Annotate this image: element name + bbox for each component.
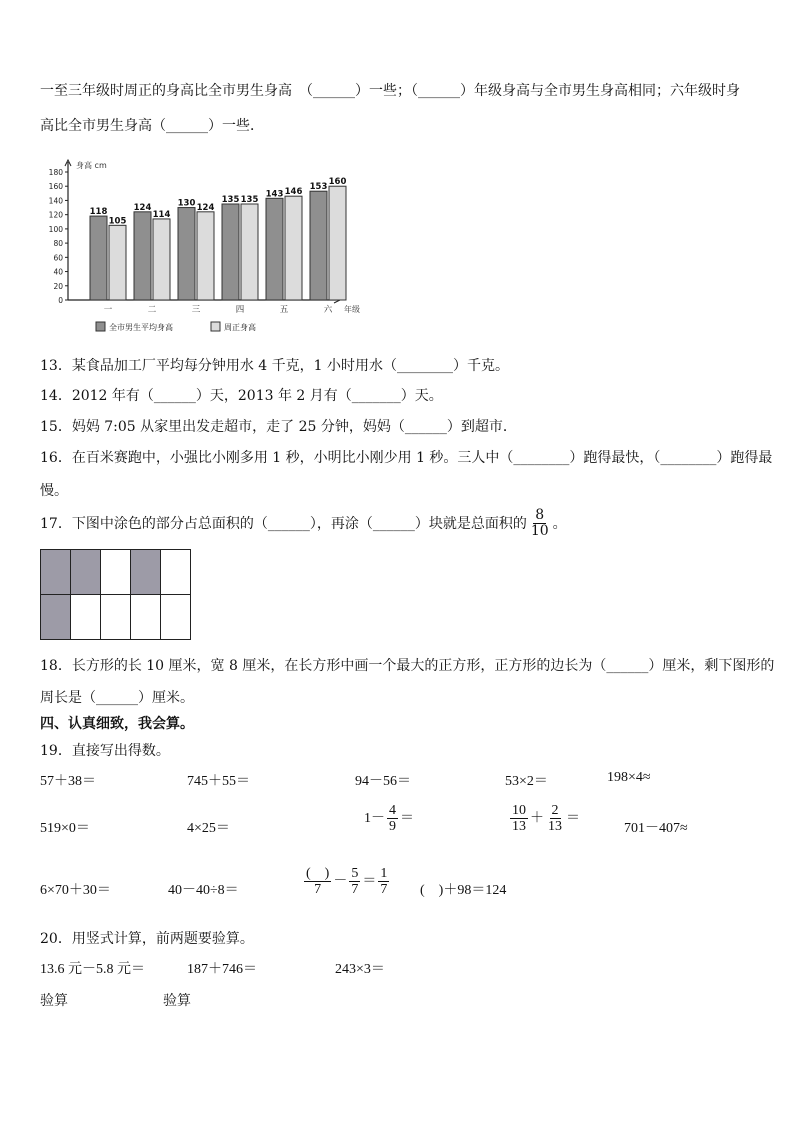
x-axis-label: 年级: [344, 305, 360, 314]
y-tick-label-5: 100: [48, 224, 63, 234]
bar-4-1: [285, 196, 302, 300]
calc-9-post: ＝: [566, 811, 580, 827]
q17: [40, 508, 567, 540]
q19-title: 19．直接写出得数。: [40, 743, 170, 759]
bar-5-1: [329, 186, 346, 300]
calc-2: 745＋55＝: [187, 774, 250, 789]
grid-cell-shaded: [131, 550, 161, 595]
grid-cell-empty: [101, 550, 131, 595]
y-tick-label-9: 180: [48, 168, 63, 177]
y-tick-label-2: 40: [53, 267, 63, 277]
calc-13-frac-3: [378, 866, 389, 898]
height-bar-chart: [40, 152, 370, 340]
calc-14: ( )＋98＝124: [420, 883, 507, 898]
grid-row: [41, 595, 191, 640]
calc-11: 6×70＋30＝: [40, 883, 111, 898]
calc-9-den-2: 13: [548, 819, 562, 835]
q18-line1: 18．长方形的长 10 厘米，宽 8 厘米，在长方形中画一个最大的正方形，正方形的边长为（______）厘米，剩下图形的: [40, 658, 775, 674]
x-tick-label-0: 一: [103, 305, 113, 315]
y-tick-label-7: 140: [48, 196, 63, 206]
calc-8-fraction: [387, 803, 398, 835]
bar-label-1-1: 114: [152, 209, 171, 220]
calc-4: 53×2＝: [505, 774, 548, 789]
bar-label-5-0: 153: [309, 182, 328, 193]
bar-2-1: [197, 212, 214, 300]
x-tick-label-1: 二: [147, 305, 157, 315]
grid-cell-empty: [71, 595, 101, 640]
grid-cell-shaded: [41, 550, 71, 595]
q17-end: 。: [552, 515, 567, 532]
vertical-calc-3: 243×3＝: [335, 962, 385, 977]
x-tick-label-2: 三: [191, 305, 201, 315]
q18-line2: 周长是（______）厘米。: [40, 690, 194, 706]
bar-4-0: [266, 198, 283, 300]
calc-9-frac-1: [510, 803, 528, 835]
calc-9-den-1: 13: [512, 819, 526, 835]
bar-1-0: [134, 212, 151, 300]
y-axis-label: 身高 cm: [76, 161, 107, 170]
vertical-calc-1: 13.6 元－5.8 元＝: [40, 962, 145, 977]
x-tick-label-3: 四: [235, 305, 245, 315]
calc-9-num-2: 2: [551, 803, 559, 818]
calc-13-num-2: 5: [351, 866, 359, 881]
calc-1: 57＋38＝: [40, 774, 96, 789]
bar-1-1: [153, 219, 170, 300]
shaded-grid: [40, 549, 191, 640]
check-label-1: 验算: [40, 993, 68, 1009]
bar-label-3-0: 135: [221, 195, 240, 205]
bar-2-0: [178, 208, 195, 300]
calc-5: 198×4≈: [607, 770, 651, 785]
calc-13-eq: ＝: [362, 874, 377, 890]
bar-label-2-0: 130: [177, 198, 196, 209]
check-label-2: 验算: [163, 993, 191, 1009]
bar-label-0-1: 105: [108, 216, 127, 227]
q15: 15．妈妈 7:05 从家里出发走超市，走了 25 分钟，妈妈（______）到超市．: [40, 419, 517, 435]
bar-3-0: [222, 204, 239, 300]
calc-9-num-1: 10: [512, 803, 526, 818]
calc-13-frac-2: [349, 866, 360, 898]
calc-8-num: 4: [389, 803, 396, 818]
grid-cell-empty: [161, 595, 191, 640]
calc-13-den-1: 7: [314, 882, 322, 898]
legend-label-1: 周正身高: [224, 323, 256, 332]
legend-swatch-0: [96, 322, 105, 331]
calc-12: 40－40÷8＝: [168, 883, 239, 898]
y-tick-label-4: 80: [53, 239, 63, 249]
q16-line1: 16．在百米赛跑中，小强比小刚多用 1 秒，小明比小刚少用 1 秒。三人中（________）跑得最快，（________）跑得最: [40, 450, 773, 466]
calc-6: 519×0＝: [40, 821, 90, 836]
y-tick-label-8: 160: [48, 182, 63, 192]
q16-line2: 慢。: [40, 483, 68, 499]
calc-9: [508, 803, 580, 835]
y-tick-label-0: 0: [58, 296, 63, 305]
q17-frac-den: 10: [530, 523, 549, 540]
y-tick-label-1: 20: [53, 281, 63, 291]
calc-8-post: ＝: [400, 811, 414, 827]
x-tick-label-4: 五: [279, 305, 289, 315]
q14: 14．2012 年有（______）天，2013 年 2 月有（_______）天。: [40, 388, 443, 404]
vertical-calc-2: 187＋746＝: [187, 962, 257, 977]
q17-fraction: [529, 508, 551, 540]
bar-label-2-1: 124: [196, 202, 215, 213]
bar-0-1: [109, 225, 126, 300]
grid-cell-empty: [131, 595, 161, 640]
calc-10: 701－407≈: [624, 821, 688, 836]
bar-label-5-1: 160: [328, 177, 347, 188]
q20-title: 20．用竖式计算，前两题要验算。: [40, 931, 254, 947]
grid-row: [41, 550, 191, 595]
grid-cell-empty: [161, 550, 191, 595]
calc-8: [364, 803, 414, 835]
bar-3-1: [241, 204, 258, 300]
bar-label-4-1: 146: [284, 187, 303, 198]
grid-cell-shaded: [71, 550, 101, 595]
bar-label-1-0: 124: [133, 202, 152, 213]
q17-frac-num: 8: [535, 507, 545, 523]
calc-9-frac-2: [546, 803, 564, 835]
section-4-heading: 四、认真细致，我会算。: [40, 716, 194, 732]
calc-13-op: －: [333, 874, 348, 890]
q12-line1: 一至三年级时周正的身高比全市男生身高 （______）一些；（______）年级身高与全市男生身高相同；六年级时身: [40, 83, 740, 99]
calc-7: 4×25＝: [187, 821, 230, 836]
bar-label-4-0: 143: [265, 189, 284, 200]
calc-13: [302, 866, 391, 898]
x-tick-label-5: 六: [323, 305, 333, 315]
y-tick-label-6: 120: [48, 210, 63, 220]
calc-13-num-3: 1: [380, 866, 388, 881]
calc-8-den: 9: [389, 819, 396, 835]
calc-9-op: ＋: [530, 811, 544, 827]
calc-13-num-1: ( ): [306, 866, 330, 881]
q17-text: 17．下图中涂色的部分占总面积的（______），再涂（______）块就是总面积的: [40, 515, 527, 532]
bar-5-0: [310, 191, 327, 300]
calc-13-den-2: 7: [351, 882, 359, 898]
calc-3: 94－56＝: [355, 774, 411, 789]
q13: 13．某食品加工厂平均每分钟用水 4 千克，1 小时用水（________）千克。: [40, 358, 509, 374]
calc-13-frac-1: [304, 866, 331, 898]
bar-label-0-0: 118: [89, 207, 108, 218]
y-tick-label-3: 60: [53, 253, 63, 263]
grid-cell-shaded: [41, 595, 71, 640]
calc-8-pre: 1－: [364, 811, 385, 827]
grid-cell-empty: [101, 595, 131, 640]
q12-line2: 高比全市男生身高（______）一些．: [40, 118, 264, 134]
legend-swatch-1: [211, 322, 220, 331]
calc-13-den-3: 7: [380, 882, 388, 898]
bar-label-3-1: 135: [240, 195, 259, 205]
legend-label-0: 全市男生平均身高: [109, 323, 173, 332]
bar-0-0: [90, 216, 107, 300]
